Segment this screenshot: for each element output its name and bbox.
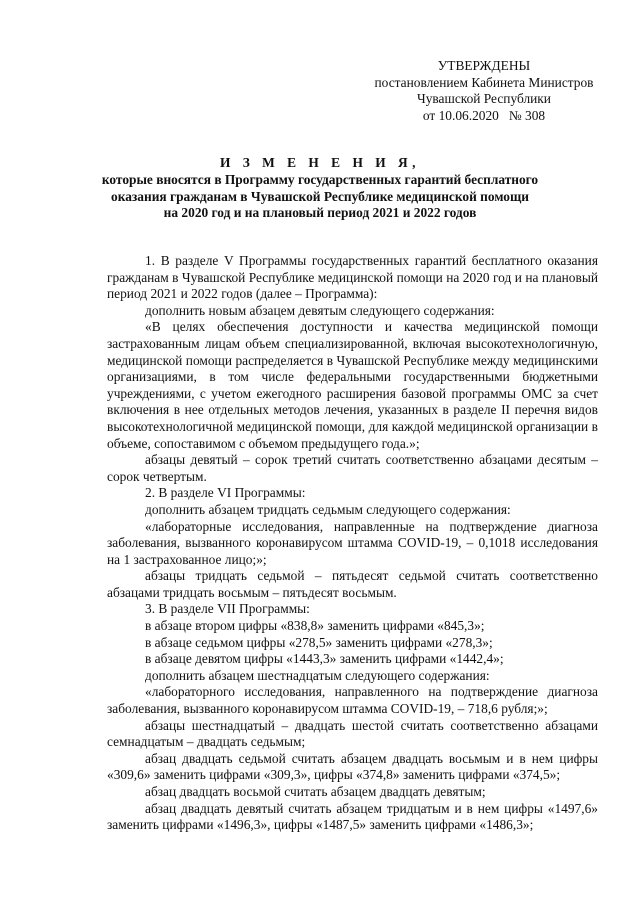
document-title [80, 155, 560, 222]
title-subtitle-line: оказания гражданам в Чувашской Республике медицинской помощи [111, 188, 529, 204]
title-heading: И З М Е Н Е Н И Я, [219, 155, 421, 170]
paragraph: абзацы шестнадцатый – двадцать шестой считать соответственно абзацами семнадцатым – двадцать седьмым; [107, 717, 598, 750]
paragraph: в абзаце седьмом цифры «278,5» заменить цифрами «278,3»; [145, 634, 493, 650]
approval-line: УТВЕРЖДЕНЫ [437, 58, 531, 73]
paragraph: дополнить новым абзацем девятым следующего содержания: [145, 302, 495, 318]
paragraph: абзац двадцать девятый считать абзацем тридцатым и в нем цифры «1497,6» заменить цифрами «1496,3», цифры «1487,5» заменить цифрами «1486,3»; [107, 800, 598, 833]
paragraph: дополнить абзацем тридцать седьмым следующего содержания: [145, 501, 511, 517]
paragraph: абзац двадцать седьмой считать абзацем двадцать восьмым и в нем цифры «309,6» заменить цифрами «309,3», цифры «374,8» заменить цифрами «374,5»; [107, 750, 598, 783]
paragraph: «лабораторного исследования, направленного на подтверждение диагноза заболевания, вызванного коронавирусом штамма COVID-19, – 718,6 рубля;»; [107, 684, 598, 717]
paragraph: 2. В разделе VI Программы: [145, 485, 306, 501]
approval-line: постановлением Кабинета Министров [374, 74, 594, 90]
title-subtitle-line: на 2020 год и на плановый период 2021 и 2022 годов [163, 205, 477, 221]
paragraph: «В целях обеспечения доступности и качества медицинской помощи застрахованным лицам объем специализированной, включая высокотехнологичную, медицинской помощи распределяется в Чувашской Республике между медицинскими организациями, в том числе федеральными государственными бюджетными учреждениями, с учетом ежегодного расширения базовой программы ОМС за счет включения в нее отдельных методов лечения, указанных в разделе II перечня видов высокотехнологичной медицинской помощи, для каждой медицинской организации в объеме, сопоставимом с объемом предыдущего года.»; [107, 319, 598, 451]
approval-line: от 10.06.2020 № 308 [422, 107, 546, 123]
document-body [107, 253, 598, 834]
approval-stamp [360, 58, 608, 124]
paragraph: абзацы тридцать седьмой – пятьдесят седьмой считать соответственно абзацами тридцать восьмым – пятьдесят восьмым. [107, 568, 598, 600]
paragraph: 1. В разделе V Программы государственных гарантий бесплатного оказания гражданам в Чувашской Республике медицинской помощи на 2020 год и на плановый период 2021 и 2022 годов (далее – Программа): [107, 253, 598, 302]
title-subtitle-line: которые вносятся в Программу государственных гарантий бесплатного [101, 172, 539, 188]
paragraph: абзац двадцать восьмой считать абзацем двадцать девятым; [145, 784, 486, 799]
paragraph: 3. В разделе VII Программы: [145, 601, 310, 617]
paragraph: в абзаце втором цифры «838,8» заменить цифрами «845,3»; [145, 618, 485, 634]
approval-line: Чувашской Республики [417, 91, 551, 107]
paragraph: абзацы девятый – сорок третий считать соответственно абзацами десятым – сорок четвертым. [107, 452, 598, 484]
paragraph: «лабораторные исследования, направленные на подтверждение диагноза заболевания, вызванного коронавирусом штамма COVID-19, – 0,1018 исследования на 1 застрахованное лицо;»; [107, 518, 598, 567]
paragraph: дополнить абзацем шестнадцатым следующего содержания: [145, 667, 490, 683]
paragraph: в абзаце девятом цифры «1443,3» заменить цифрами «1442,4»; [145, 651, 504, 667]
